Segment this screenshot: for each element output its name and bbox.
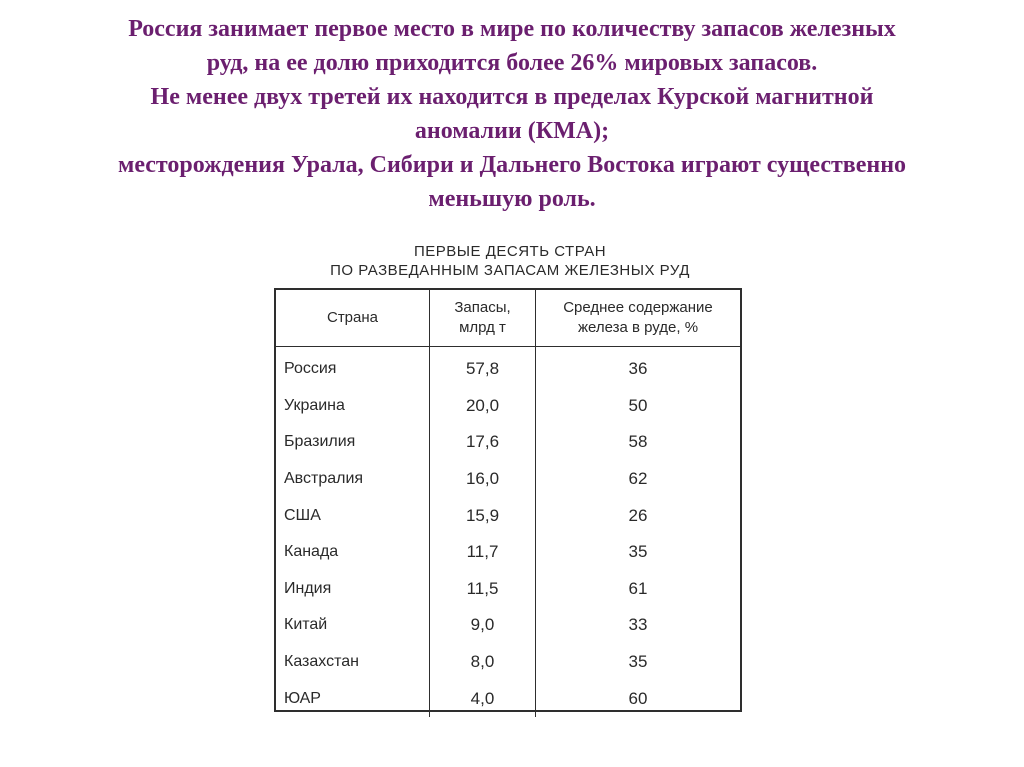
header-country-label: Страна [326,309,378,326]
table-row [276,534,740,571]
header-iron-unit: железа в руде, % [577,319,699,336]
table-row [276,607,740,644]
table-caption [270,242,750,280]
cell-reserves: 11,7 [430,534,536,571]
table-row [276,388,740,425]
cell-country: Казахстан [276,644,430,681]
heading-line: Россия занимает первое место в мире по количеству запасов железных [128,16,896,42]
cell-country: Бразилия [276,424,430,461]
cell-country: Индия [276,571,430,608]
table-caption-line: ПЕРВЫЕ ДЕСЯТЬ СТРАН [413,243,607,260]
header-reserves [430,290,536,347]
cell-country: Канада [276,534,430,571]
heading-line: меньшую роль. [428,186,596,212]
data-table [276,290,740,717]
table-row [276,461,740,498]
cell-reserves: 9,0 [430,607,536,644]
cell-iron: 35 [628,542,648,562]
table-row [276,497,740,534]
heading-line: месторождения Урала, Сибири и Дальнего Востока играют существенно [117,152,907,178]
table-caption-line: ПО РАЗВЕДАННЫМ ЗАПАСАМ ЖЕЛЕЗНЫХ РУД [330,262,690,279]
cell-iron: 36 [628,359,648,379]
table-header-row [276,290,740,347]
header-reserves-label: Запасы, [454,299,511,316]
cell-country: Россия [276,347,430,388]
heading-line: Не менее двух третей их находится в пределах Курской магнитной [150,84,874,110]
table-row [276,424,740,461]
header-country [276,290,430,347]
cell-reserves: 20,0 [430,388,536,425]
cell-iron: 35 [628,652,648,672]
cell-reserves: 16,0 [430,461,536,498]
heading-line: руд, на ее долю приходится более 26% мировых запасов. [206,50,818,76]
cell-iron: 61 [628,578,648,598]
header-reserves-unit: млрд т [459,319,506,336]
cell-iron: 33 [628,615,648,635]
cell-reserves: 8,0 [430,644,536,681]
table-row [276,644,740,681]
heading-line: аномалии (КМА); [414,118,610,144]
table-row [276,347,740,388]
cell-iron: 62 [628,469,648,489]
cell-country: ЮАР [276,680,430,717]
cell-iron: 60 [628,688,648,708]
cell-country: Австралия [276,461,430,498]
cell-iron: 50 [628,395,648,415]
cell-iron: 58 [628,432,648,452]
cell-reserves: 57,8 [430,347,536,388]
table-row [276,680,740,717]
cell-reserves: 17,6 [430,424,536,461]
cell-country: США [276,497,430,534]
cell-reserves: 4,0 [430,680,536,717]
cell-reserves: 11,5 [430,571,536,608]
cell-reserves: 15,9 [430,497,536,534]
header-iron-content [536,290,741,347]
cell-country: Китай [276,607,430,644]
iron-ore-table [274,288,742,712]
slide-heading [20,12,1004,216]
header-iron-label: Среднее содержание [563,299,713,316]
cell-country: Украина [276,388,430,425]
table-row [276,571,740,608]
cell-iron: 26 [628,505,648,525]
